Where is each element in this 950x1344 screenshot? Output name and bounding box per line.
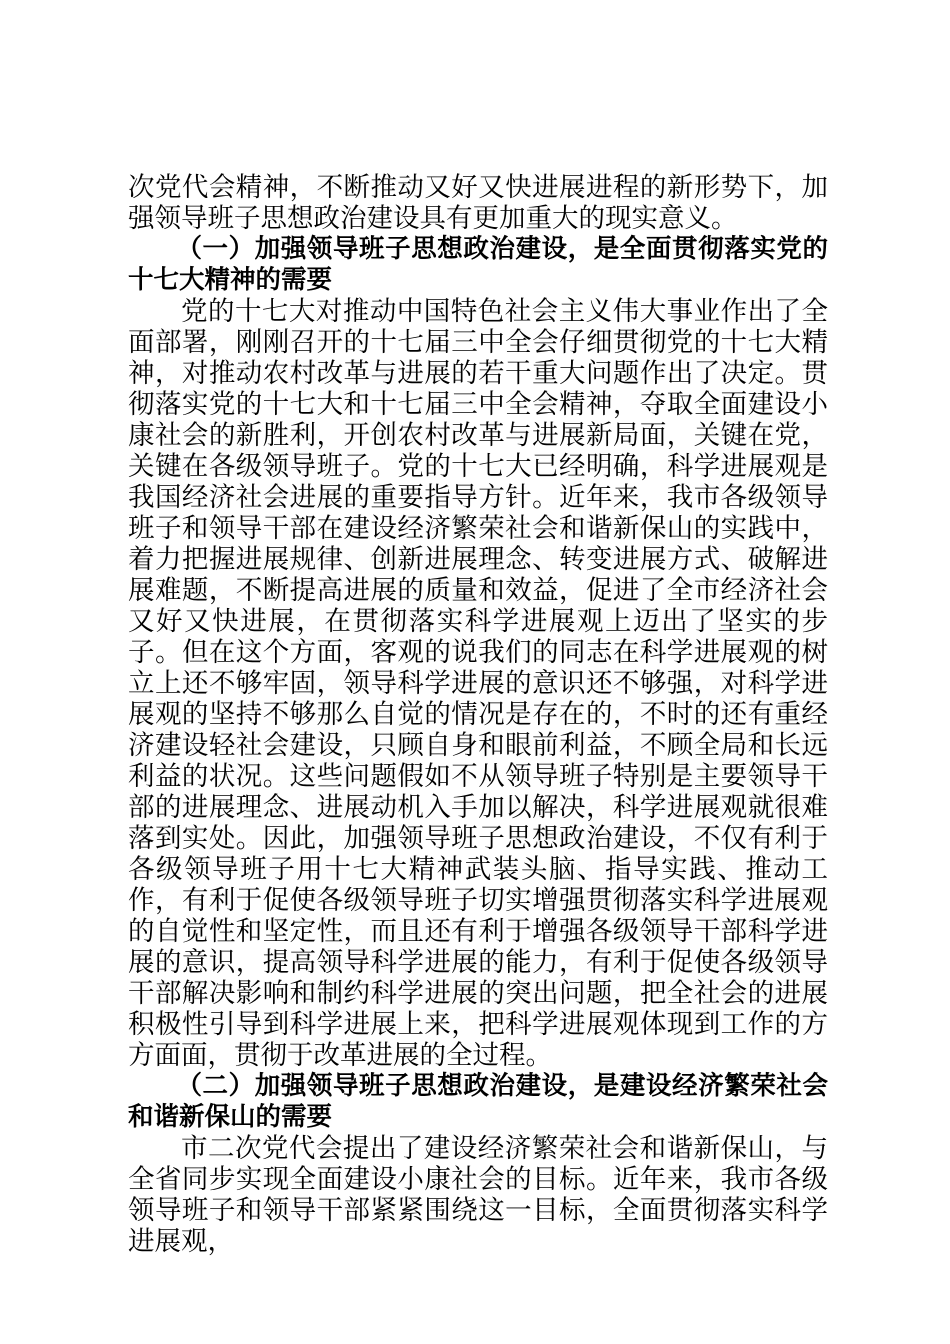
paragraph-body-1: 党的十七大对推动中国特色社会主义伟大事业作出了全面部署，刚刚召开的十七届三中全会仔细贯彻党的十七大精神，对推动农村改革与进展的若干重大问题作出了决定。贯彻落实党的十七大和十七届三中全会精神，夺取全面建设小康社会的新胜利，开创农村改革与进展新局面，关键在党，关键在各级领导班子。党的十七大已经明确，科学进展观是我国经济社会进展的重要指导方针。近年来，我市各级领导班子和领导干部在建设经济繁荣社会和谐新保山的实践中，着力把握进展规律、创新进展理念、转变进展方式、破解进展难题，不断提高进展的质量和效益，促进了全市经济社会又好又快进展，在贯彻落实科学进展观上迈出了坚实的步子。但在这个方面，客观的说我们的同志在科学进展观的树立上还不够牢固，领导科学进展的意识还不够强，对科学进展观的坚持不够那么自觉的情况是存在的，不时的还有重经济建设轻社会建设，只顾自身和眼前利益，不顾全局和长远利益的状况。这些问题假如不从领导班子特别是主要领导干部的进展理念、进展动机入手加以解决，科学进展观就很难落到实处。因此，加强领导班子思想政治建设，不仅有利于各级领导班子用十七大精神武装头脑、指导实践、推动工作，有利于促使各级领导班子切实增强贯彻落实科学进展观的自觉性和坚定性，而且还有利于增强各级领导干部科学进展的意识，提高领导科学进展的能力，有利于促使各级领导干部解决影响和制约科学进展的突出问题，把全社会的进展积极性引导到科学进展上来，把科学进展观体现到工作的方方面面，贯彻于改革进展的全过程。 xyxy=(128,296,828,1071)
paragraph-body-2: 市二次党代会提出了建设经济繁荣社会和谐新保山，与全省同步实现全面建设小康社会的目标。近年来，我市各级领导班子和领导干部紧紧围绕这一目标，全面贯彻落实科学进展观， xyxy=(128,1133,828,1257)
section-heading-1: （一）加强领导班子思想政治建设，是全面贯彻落实党的十七大精神的需要 xyxy=(128,234,828,295)
document-page xyxy=(128,172,828,1257)
paragraph-continuation: 次党代会精神，不断推动又好又快进展进程的新形势下，加强领导班子思想政治建设具有更加重大的现实意义。 xyxy=(128,172,828,234)
section-heading-2: （二）加强领导班子思想政治建设，是建设经济繁荣社会和谐新保山的需要 xyxy=(128,1071,828,1132)
